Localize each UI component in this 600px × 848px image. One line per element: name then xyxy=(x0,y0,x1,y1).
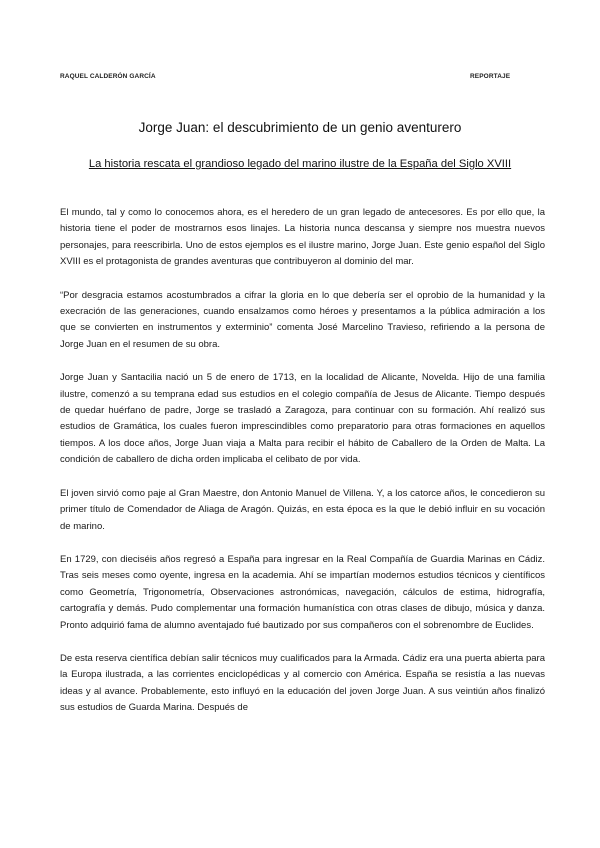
article-body xyxy=(60,205,545,734)
article-subtitle: La historia rescata el grandioso legado del marino ilustre de la España del Siglo XVIII xyxy=(88,158,512,170)
article-title: Jorge Juan: el descubrimiento de un genio aventurero xyxy=(138,120,462,135)
paragraph-academy: En 1729, con dieciséis años regresó a España para ingresar en la Real Compañía de Guardia Marinas en Cádiz. Tras seis meses como oyente, ingresa en la academia. Ahí se impartían modernos estudios técnicos y científicos como Geometría, Trigonometría, Observaciones astronómicas, navegación, cálculos de estima, hidrografía, cartografía y demás. Pudo complementar una formación humanística con otras clases de dibujo, música y danza. Pronto adquirió fama de alumno aventajado fué bautizado por sus compañeros con el sobrenombre de Euclides. xyxy=(60,553,545,631)
paragraph-quote: “Por desgracia estamos acostumbrados a cifrar la gloria en lo que debería ser el oprobio de la humanidad y la execración de las generaciones, cuando ensalzamos como héroes y presentamos a la pública admiración a los que se convierten en instrumentos y exterminio” comenta José Marcelino Travieso, refiriendo a la persona de Jorge Juan en el resumen de su obra. xyxy=(60,289,545,350)
paragraph-cadiz: De esta reserva científica debían salir técnicos muy cualificados para la Armada. Cádiz era una puerta abierta para la Europa ilustrada, a las corrientes enciclopédicas y al comercio con América. España se resistía a las nuevas ideas y al avance. Probablemente, esto influyó en la educación del joven Jorge Juan. A sus veintiún años finalizó sus estudios de Guarda Marina. Después de xyxy=(60,652,545,714)
paragraph-birth: Jorge Juan y Santacilia nació un 5 de enero de 1713, en la localidad de Alicante, Novelda. Hijo de una familia ilustre, comenzó a su temprana edad sus estudios en el colegio compañía de Jesus de Alicante. Tiempo después de quedar huérfano de padre, Jorge se trasladó a Zaragoza, para continuar con su formación. Ahí realizó sus estudios de Gramática, los cuales fueron imprescindibles como preparatorio para otras formaciones en aquellos tiempos. A los doce años, Jorge Juan viaja a Malta para recibir el hábito de Caballero de la Orden de Malta. La condición de caballero de dicha orden implicaba el celibato de por vida. xyxy=(60,372,545,466)
paragraph-page: El joven sirvió como paje al Gran Maestre, don Antonio Manuel de Villena. Y, a los catorce años, le concedieron su primer título de Comendador de Aliaga de Aragón. Quizás, en esta época es la que le debió influir en su vocación de marino. xyxy=(60,487,545,532)
paragraph-intro: El mundo, tal y como lo conocemos ahora, es el heredero de un gran legado de antecesores. Es por ello que, la historia tiene el poder de mostrarnos esos linajes. La historia nunca descansa y siempre nos muestra nuevos personajes, para reescribirla. Uno de estos ejemplos es el ilustre marino, Jorge Juan. Este genio español del Siglo XVIII es el protagonista de grandes aventuras que contribuyeron al dominio del mar. xyxy=(60,207,545,268)
section-label: REPORTAJE xyxy=(470,73,511,80)
author-name: RAQUEL CALDERÓN GARCÍA xyxy=(60,73,156,80)
